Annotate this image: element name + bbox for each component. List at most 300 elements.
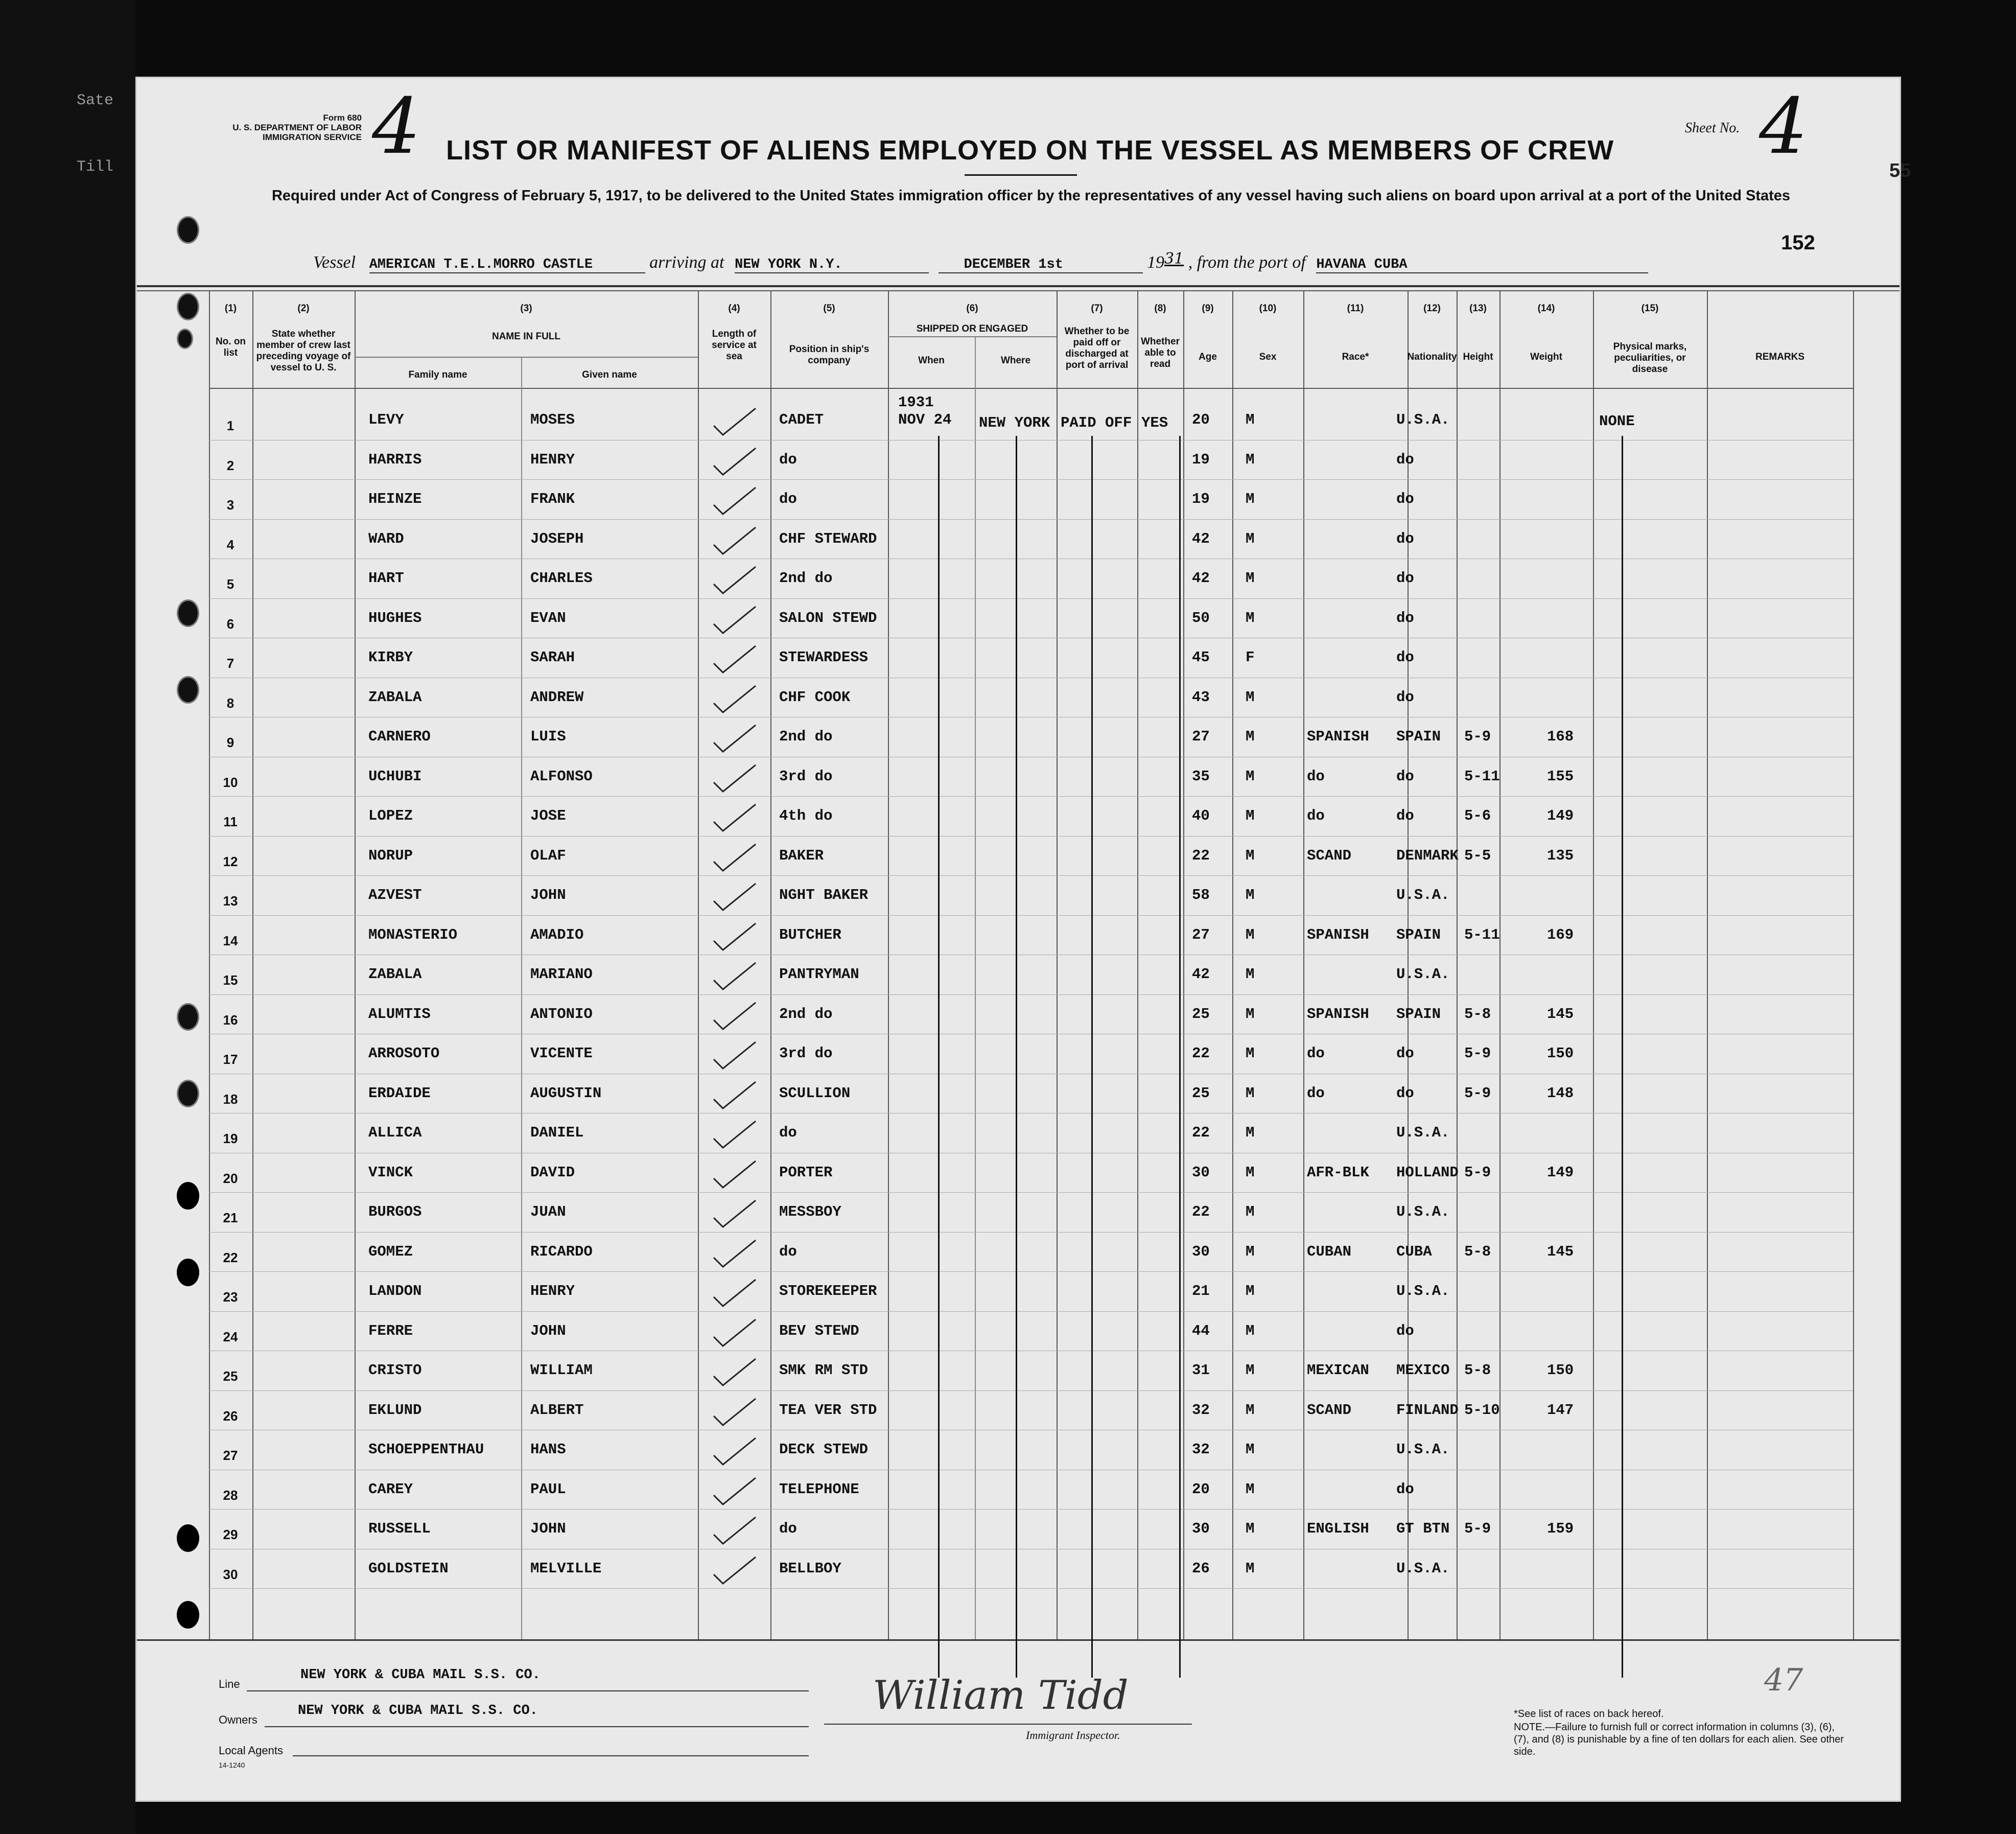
service-checkmark-icon [712, 1198, 758, 1229]
row-rule [209, 1192, 1853, 1193]
col3-family: Family name [408, 369, 467, 380]
crew-nationality: SPAIN [1396, 926, 1441, 943]
crew-given: CHARLES [530, 570, 593, 587]
crew-position: STOREKEEPER [779, 1283, 877, 1299]
arriving-label: arriving at [649, 253, 724, 272]
crew-given: MARIANO [530, 966, 593, 983]
manifest-page [135, 77, 1911, 1802]
from-port: HAVANA CUBA [1316, 257, 1648, 273]
row-rule [209, 1232, 1853, 1233]
owners-label: Owners [219, 1713, 257, 1726]
crew-family: RUSSELL [368, 1520, 431, 1537]
crew-sex: M [1246, 1520, 1255, 1537]
name-subrule [355, 357, 698, 358]
crew-age: 22 [1192, 1124, 1210, 1141]
crew-age: 32 [1192, 1401, 1210, 1419]
crew-height: 5-9 [1464, 1164, 1491, 1181]
crew-race: SCAND [1307, 847, 1352, 864]
ditto-line-paid [1091, 436, 1093, 1678]
crew-given: HANS [530, 1441, 566, 1458]
service-checkmark-icon [712, 881, 758, 912]
crew-weight: 150 [1547, 1045, 1574, 1062]
column-rule [698, 290, 699, 1639]
row-number: 15 [223, 972, 238, 988]
form-code: 14-1240 [219, 1761, 245, 1769]
page-subtitle: Required under Act of Congress of February 5, 1917, to be delivered to the United States immigration officer by the representatives of any vessel having such aliens on board upon arrival at a port of the United States [271, 188, 1791, 204]
crew-family: ALUMTIS [368, 1005, 431, 1023]
crew-position: 2nd do [779, 1005, 833, 1023]
service-checkmark-icon [712, 525, 758, 556]
row-number: 17 [223, 1052, 238, 1067]
row-number: 1 [226, 418, 235, 433]
crew-weight: 159 [1547, 1520, 1574, 1537]
row-number: 5 [226, 576, 235, 592]
crew-position: STEWARDESS [779, 649, 869, 666]
crew-given: JOHN [530, 1520, 566, 1537]
row-rule [209, 796, 1853, 797]
crew-position: DECK STEWD [779, 1441, 869, 1458]
crew-nationality: U.S.A. [1396, 1283, 1450, 1299]
crew-age: 32 [1192, 1441, 1210, 1458]
crew-family: ARROSOTO [368, 1045, 440, 1062]
crew-sex: M [1246, 530, 1255, 547]
service-checkmark-icon [712, 406, 758, 437]
row-rule [209, 1588, 1853, 1589]
row-number: 3 [226, 497, 235, 513]
crew-family: ALLICA [368, 1124, 422, 1141]
col6-where: Where [1000, 355, 1031, 366]
service-checkmark-icon [712, 1555, 758, 1586]
crew-sex: M [1246, 688, 1255, 706]
crew-nationality: do [1396, 649, 1414, 666]
crew-race: SPANISH [1307, 1005, 1369, 1023]
crew-sex: M [1246, 1322, 1255, 1339]
crew-family: LANDON [368, 1283, 422, 1299]
crew-nationality: do [1396, 451, 1414, 468]
crew-age: 30 [1192, 1520, 1210, 1537]
crew-height: 5-9 [1464, 1084, 1491, 1102]
crew-sex: M [1246, 1124, 1255, 1141]
vessel-label: Vessel [313, 253, 356, 272]
crew-height: 5-6 [1464, 807, 1491, 824]
binder-hole [177, 293, 199, 320]
column-rule [209, 290, 210, 1639]
service-checkmark-icon [712, 1238, 758, 1269]
crew-weight: 149 [1547, 807, 1574, 824]
col11-label: Race* [1342, 352, 1369, 362]
row-number: 29 [223, 1527, 238, 1542]
crew-age: 50 [1192, 609, 1210, 626]
crew-weight: 169 [1547, 926, 1574, 943]
service-checkmark-icon [712, 684, 758, 714]
crew-given: VICENTE [530, 1045, 593, 1062]
column-rule [1499, 290, 1501, 1639]
service-checkmark-icon [712, 842, 758, 873]
crew-family: ERDAIDE [368, 1084, 431, 1102]
crew-nationality: do [1396, 570, 1414, 587]
vessel-line [313, 250, 1871, 281]
row-number: 12 [223, 853, 238, 869]
crew-position: SCULLION [779, 1084, 851, 1102]
crew-sex: M [1246, 1441, 1255, 1458]
row-number: 10 [223, 774, 238, 790]
crew-family: HARRIS [368, 451, 422, 468]
crew-family: GOMEZ [368, 1243, 413, 1260]
crew-nationality: do [1396, 609, 1414, 626]
arriving-port: NEW YORK N.Y. [735, 257, 929, 273]
column-rule [1593, 290, 1594, 1639]
crew-age: 42 [1192, 570, 1210, 587]
service-checkmark-icon [712, 1001, 758, 1031]
service-checkmark-icon [712, 763, 758, 794]
row1-when-date: NOV 24 [898, 411, 952, 428]
col15-num: (15) [1641, 303, 1659, 314]
crew-position: MESSBOY [779, 1203, 841, 1220]
crew-given: AMADIO [530, 926, 584, 943]
table-top-border [137, 290, 1900, 291]
crew-family: CRISTO [368, 1362, 422, 1379]
col12-num: (12) [1423, 303, 1441, 314]
crew-position: do [779, 491, 797, 507]
service-checkmark-icon [712, 605, 758, 635]
row-rule [209, 915, 1853, 916]
crew-height: 5-11 [1464, 926, 1500, 943]
crew-sex: M [1246, 1164, 1255, 1181]
crew-position: BEV STEWD [779, 1322, 859, 1339]
crew-age: 58 [1192, 887, 1210, 903]
col1-num: (1) [224, 303, 237, 314]
crew-age: 19 [1192, 451, 1210, 468]
crew-given: JOSEPH [530, 530, 584, 547]
crew-position: BAKER [779, 847, 824, 864]
col7-label: Whether to be paid off or discharged at port of arrival [1064, 326, 1130, 370]
crew-family: KIRBY [368, 649, 413, 666]
col3-given: Given name [582, 369, 637, 380]
crew-position: do [779, 451, 797, 468]
service-checkmark-icon [712, 1317, 758, 1348]
row-number: 16 [223, 1012, 238, 1028]
crew-age: 35 [1192, 768, 1210, 785]
row-rule [209, 1390, 1853, 1391]
edge-fragment: Sate [77, 92, 114, 109]
column-rule [770, 290, 771, 1639]
crew-family: GOLDSTEIN [368, 1560, 449, 1577]
crew-sex: M [1246, 1283, 1255, 1299]
crew-given: LUIS [530, 728, 566, 745]
row-number: 8 [226, 695, 235, 711]
crew-weight: 149 [1547, 1164, 1574, 1181]
row-number: 19 [223, 1131, 238, 1146]
crew-position: 3rd do [779, 768, 833, 785]
row-number: 20 [223, 1170, 238, 1186]
department: U. S. DEPARTMENT OF LABOR [232, 123, 362, 132]
crew-given: EVAN [530, 609, 566, 626]
crew-given: ALFONSO [530, 768, 593, 785]
binder-hole [177, 676, 199, 704]
list-number-handwritten: 4 [372, 82, 421, 171]
crew-weight: 145 [1547, 1005, 1574, 1023]
service-checkmark-icon [712, 1515, 758, 1546]
col12-label: Nationality [1407, 352, 1457, 362]
crew-age: 20 [1192, 411, 1210, 428]
crew-nationality: CUBA [1396, 1243, 1432, 1260]
crew-race: do [1307, 807, 1325, 824]
col8-label: Whether able to read [1141, 336, 1180, 369]
binder-hole [177, 1182, 199, 1210]
crew-age: 22 [1192, 847, 1210, 864]
crew-given: JOHN [530, 887, 566, 903]
crew-family: UCHUBI [368, 768, 422, 785]
crew-weight: 145 [1547, 1243, 1574, 1260]
row1-where: NEW YORK [979, 414, 1050, 431]
crew-sex: M [1246, 887, 1255, 903]
crew-sex: M [1246, 807, 1255, 824]
crew-family: VINCK [368, 1164, 413, 1181]
crew-position: CHF STEWARD [779, 530, 877, 547]
crew-position: TEA VER STD [779, 1401, 877, 1419]
crew-given: PAUL [530, 1480, 566, 1498]
crew-nationality: do [1396, 491, 1414, 507]
crew-given: DANIEL [530, 1124, 584, 1141]
crew-position: PANTRYMAN [779, 966, 859, 983]
ditto-line-when [938, 436, 940, 1678]
crew-family: BURGOS [368, 1203, 422, 1220]
col6-label: SHIPPED OR ENGAGED [916, 323, 1028, 334]
crew-given: FRANK [530, 491, 575, 507]
crew-age: 42 [1192, 530, 1210, 547]
crew-age: 19 [1192, 491, 1210, 507]
crew-sex: M [1246, 1045, 1255, 1062]
crew-position: BELLBOY [779, 1560, 841, 1577]
col9-num: (9) [1202, 303, 1214, 314]
crew-age: 25 [1192, 1005, 1210, 1023]
header-bottom-rule [209, 388, 1853, 389]
row1-able-to-read: YES [1141, 414, 1168, 431]
crew-age: 40 [1192, 807, 1210, 824]
row-number: 25 [223, 1368, 238, 1384]
crew-nationality: HOLLAND [1396, 1164, 1459, 1181]
scanner-edge [0, 0, 135, 1834]
crew-position: 2nd do [779, 728, 833, 745]
crew-family: SCHOEPPENTHAU [368, 1441, 484, 1458]
crew-sex: M [1246, 451, 1255, 468]
crew-sex: M [1246, 1243, 1255, 1260]
service-checkmark-icon [712, 644, 758, 675]
row-number: 2 [226, 457, 235, 473]
crew-position: 3rd do [779, 1045, 833, 1062]
crew-height: 5-9 [1464, 1045, 1491, 1062]
binder-hole [177, 599, 199, 627]
agents-label: Local Agents [219, 1744, 283, 1757]
crew-given: AUGUSTIN [530, 1084, 602, 1102]
crew-age: 22 [1192, 1203, 1210, 1220]
crew-position: CADET [779, 411, 824, 428]
form-number: Form 680 [323, 113, 362, 123]
row1-physical-marks: NONE [1599, 413, 1635, 430]
crew-sex: M [1246, 728, 1255, 745]
crew-sex: M [1246, 1401, 1255, 1419]
crew-sex: M [1246, 1203, 1255, 1220]
crew-position: TELEPHONE [779, 1480, 859, 1498]
row-number: 18 [223, 1091, 238, 1107]
column-rule [1232, 290, 1233, 1639]
service-checkmark-icon [712, 1397, 758, 1427]
crew-nationality: do [1396, 1480, 1414, 1498]
crew-race: ENGLISH [1307, 1520, 1369, 1537]
service-checkmark-icon [712, 961, 758, 991]
table-top-border [137, 285, 1900, 287]
service-checkmark-icon [712, 802, 758, 833]
crew-race: do [1307, 1045, 1325, 1062]
row-number: 4 [226, 537, 235, 552]
row-rule [209, 836, 1853, 837]
col6-num: (6) [966, 303, 978, 314]
crew-family: LOPEZ [368, 807, 413, 824]
col10-label: Sex [1259, 352, 1277, 362]
signature-underline [824, 1724, 1192, 1725]
crew-race: SPANISH [1307, 728, 1369, 745]
row-number: 21 [223, 1210, 238, 1225]
crew-race: MEXICAN [1307, 1362, 1369, 1379]
table-bottom-border [137, 1639, 1900, 1641]
crew-weight: 147 [1547, 1401, 1574, 1419]
binder-hole [177, 1601, 199, 1629]
crew-sex: M [1246, 1084, 1255, 1102]
col4-label: Length of service at sea [712, 329, 757, 362]
page-number: 152 [1781, 231, 1815, 254]
row-number: 26 [223, 1408, 238, 1424]
crew-position: 4th do [779, 807, 833, 824]
binder-hole [177, 1003, 199, 1031]
owners-underline [265, 1726, 809, 1727]
crew-position: SMK RM STD [779, 1362, 869, 1379]
crew-family: EKLUND [368, 1401, 422, 1419]
crew-nationality: U.S.A. [1396, 1124, 1450, 1141]
col2-num: (2) [297, 303, 310, 314]
crew-nationality: FINLAND [1396, 1401, 1459, 1419]
row-number: 9 [226, 735, 235, 750]
service-checkmark-icon [712, 446, 758, 477]
col9-label: Age [1199, 352, 1217, 362]
year-suffix: 31 [1164, 250, 1184, 268]
crew-given: MOSES [530, 411, 575, 428]
crew-age: 22 [1192, 1045, 1210, 1062]
page-title: LIST OR MANIFEST OF ALIENS EMPLOYED ON THE VESSEL AS MEMBERS OF CREW [446, 135, 1614, 166]
col7-num: (7) [1091, 303, 1103, 314]
col14-label: Weight [1530, 352, 1562, 362]
crew-sex: M [1246, 1362, 1255, 1379]
binder-hole [177, 1080, 199, 1107]
row-number: 6 [226, 616, 235, 632]
col1-label: No. on list [215, 336, 246, 358]
crew-family: AZVEST [368, 887, 422, 903]
column-rule [1137, 290, 1138, 1639]
col3-num: (3) [520, 303, 532, 314]
crew-given: JOHN [530, 1322, 566, 1339]
row-number: 22 [223, 1249, 238, 1265]
crew-given: MELVILLE [530, 1560, 602, 1577]
crew-race: CUBAN [1307, 1243, 1352, 1260]
corner-number: 47 [1764, 1662, 1803, 1698]
col5-label: Position in ship's company [789, 344, 870, 366]
row-number: 14 [223, 933, 238, 948]
row-number: 30 [223, 1566, 238, 1582]
crew-nationality: SPAIN [1396, 1005, 1441, 1023]
crew-family: CAREY [368, 1480, 413, 1498]
crew-sex: M [1246, 847, 1255, 864]
row-number: 28 [223, 1487, 238, 1503]
crew-nationality: do [1396, 1322, 1414, 1339]
service-checkmark-icon [712, 1357, 758, 1387]
crew-age: 31 [1192, 1362, 1210, 1379]
crew-nationality: SPAIN [1396, 728, 1441, 745]
crew-family: HART [368, 570, 404, 587]
crew-nationality: do [1396, 688, 1414, 706]
crew-given: ALBERT [530, 1401, 584, 1419]
crew-sex: M [1246, 1480, 1255, 1498]
column-rule [1707, 290, 1708, 1639]
crew-given: OLAF [530, 847, 566, 864]
service-checkmark-icon [712, 1080, 758, 1110]
from-label: , from the port of [1188, 253, 1306, 272]
edge-fragment: Till [77, 158, 114, 176]
crew-family: LEVY [368, 411, 404, 428]
service-checkmark-icon [712, 921, 758, 952]
row-rule [209, 1509, 1853, 1510]
crew-age: 21 [1192, 1283, 1210, 1299]
crew-sex: M [1246, 609, 1255, 626]
crew-weight: 155 [1547, 768, 1574, 785]
sheet-number: 4 [1759, 82, 1808, 171]
crew-nationality: U.S.A. [1396, 411, 1450, 428]
crew-nationality: U.S.A. [1396, 1203, 1450, 1220]
crew-age: 30 [1192, 1164, 1210, 1181]
row-rule [209, 1311, 1853, 1312]
crew-nationality: do [1396, 768, 1414, 785]
row1-when-year: 1931 [898, 394, 934, 411]
crew-position: do [779, 1520, 797, 1537]
crew-nationality: GT BTN [1396, 1520, 1450, 1537]
column-rule [975, 336, 976, 1639]
crew-given: ANTONIO [530, 1005, 593, 1023]
crew-height: 5-5 [1464, 847, 1491, 864]
crew-family: NORUP [368, 847, 413, 864]
row-number: 24 [223, 1329, 238, 1344]
crew-nationality: MEXICO [1396, 1362, 1450, 1379]
crew-weight: 168 [1547, 728, 1574, 745]
binder-hole [177, 1259, 199, 1286]
crew-sex: M [1246, 570, 1255, 587]
form-header [219, 113, 362, 142]
binder-hole [177, 1524, 199, 1552]
row-rule [209, 519, 1853, 520]
col4-num: (4) [728, 303, 740, 314]
service-checkmark-icon [712, 723, 758, 754]
crew-given: ANDREW [530, 688, 584, 706]
service-checkmark-icon [712, 565, 758, 595]
crew-nationality: do [1396, 807, 1414, 824]
row-rule [209, 994, 1853, 995]
owners-value: NEW YORK & CUBA MAIL S.S. CO. [298, 1703, 538, 1719]
vessel-name: AMERICAN T.E.L.MORRO CASTLE [369, 257, 645, 273]
crew-race: do [1307, 768, 1325, 785]
inspector-label: Immigrant Inspector. [1026, 1729, 1120, 1742]
crew-weight: 148 [1547, 1084, 1574, 1102]
crew-height: 5-10 [1464, 1401, 1500, 1419]
year-prefix: 19 [1147, 253, 1164, 272]
agents-underline [293, 1755, 809, 1756]
crew-sex: M [1246, 926, 1255, 943]
